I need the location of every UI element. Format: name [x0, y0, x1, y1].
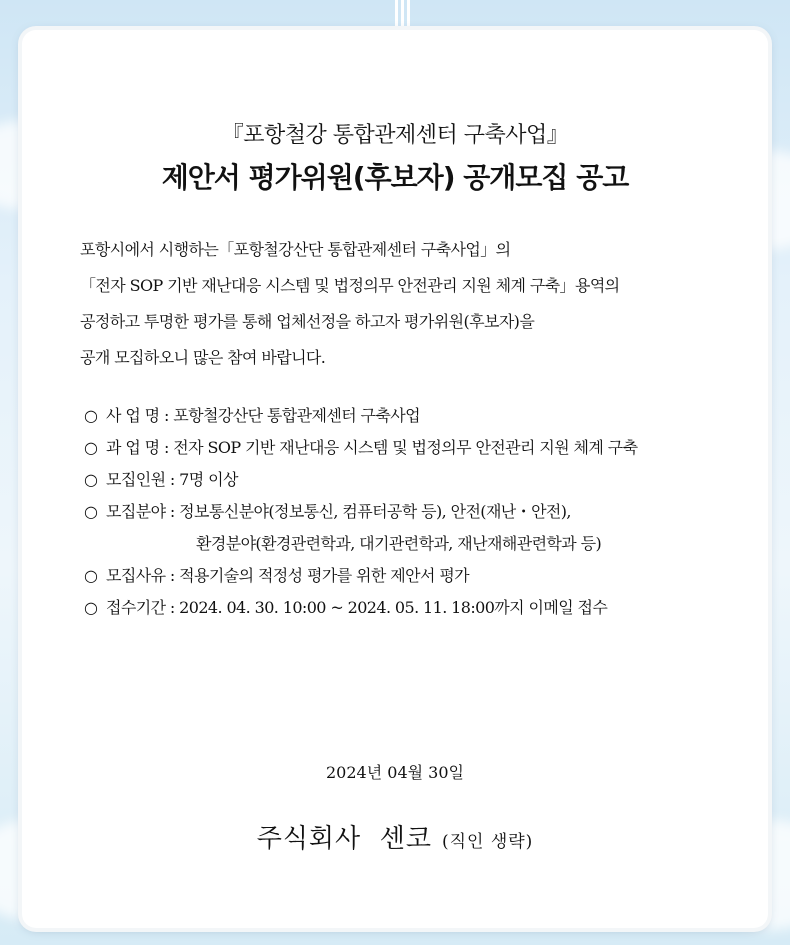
detail-item-text: 사 업 명 : 포항철강산단 통합관제센터 구축사업 [106, 406, 420, 425]
detail-item-text: 접수기간 : 2024. 04. 30. 10:00 ~ 2024. 05. 11. 18:00까지 이메일 접수 [106, 598, 608, 617]
issuer [22, 818, 768, 855]
circle-bullet-icon: ○ [84, 438, 98, 457]
intro-line: 포항시에서 시행하는「포항철강산단 통합관제센터 구축사업」의 [80, 240, 511, 259]
detail-item-recruit-reason [84, 560, 754, 592]
detail-item-text: 모집사유 : 적용기술의 적정성 평가를 위한 제안서 평가 [106, 566, 470, 585]
notice-details-list [84, 400, 754, 624]
intro-line: 「전자 SOP 기반 재난대응 시스템 및 법정의무 안전관리 지원 체계 구축」용역의 [80, 276, 620, 295]
detail-item-application-period [84, 592, 754, 624]
circle-bullet-icon: ○ [84, 566, 98, 585]
detail-item-text: 모집분야 : 정보통신분야(정보통신, 컴퓨터공학 등), 안전(재난・안전), [106, 502, 571, 521]
detail-item-text: 모집인원 : 7명 이상 [106, 470, 238, 489]
notice-title-main: 제안서 평가위원(후보자) 공개모집 공고 [161, 161, 629, 194]
notice-card [22, 30, 768, 928]
detail-item-text: 환경분야(환경관련학과, 대기관련학과, 재난재해관련학과 등) [196, 534, 602, 553]
detail-item-text: 과 업 명 : 전자 SOP 기반 재난대응 시스템 및 법정의무 안전관리 지원 체계 구축 [106, 438, 638, 457]
notice-intro [80, 232, 750, 376]
detail-item-recruit-count [84, 464, 754, 496]
company-name: 주식회사 센코 [256, 824, 432, 854]
notice-title-project: 『포항철강 통합관제센터 구축사업』 [221, 123, 569, 148]
intro-line: 공정하고 투명한 평가를 통해 업체선정을 하고자 평가위원(후보자)을 [80, 312, 535, 331]
detail-item-recruit-field-continued [84, 528, 754, 560]
detail-item-task-name [84, 432, 754, 464]
circle-bullet-icon: ○ [84, 502, 98, 521]
seal-omitted-note: (직인 생략) [441, 832, 534, 852]
circle-bullet-icon: ○ [84, 470, 98, 489]
circle-bullet-icon: ○ [84, 598, 98, 617]
intro-line: 공개 모집하오니 많은 참여 바랍니다. [80, 348, 326, 367]
notice-date: 2024년 04월 30일 [326, 763, 464, 782]
detail-item-recruit-field [84, 496, 754, 528]
detail-item-project-name [84, 400, 754, 432]
circle-bullet-icon: ○ [84, 406, 98, 425]
